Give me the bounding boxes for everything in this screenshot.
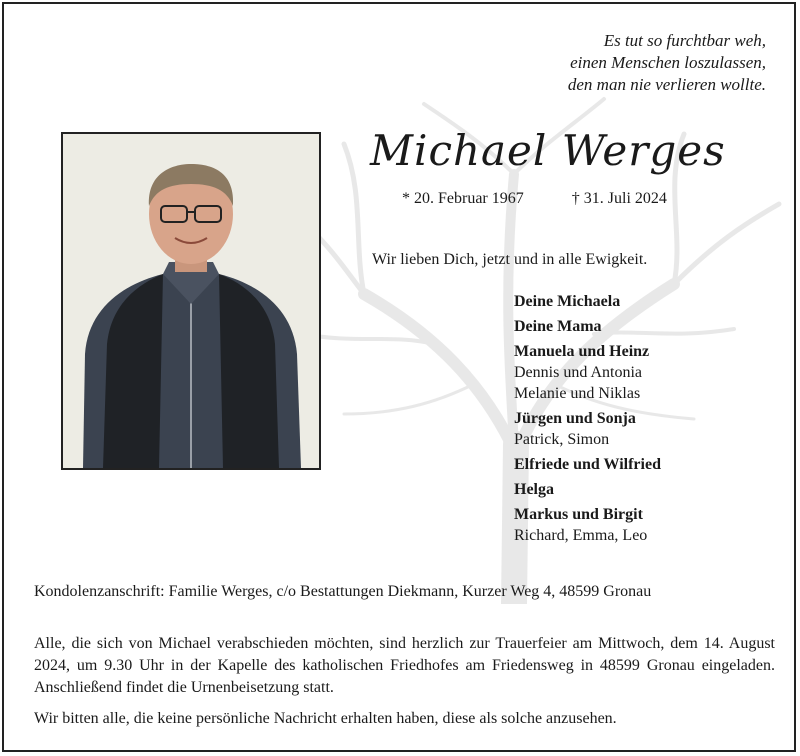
family-member: Dennis und Antonia xyxy=(514,364,642,381)
family-group-head: Deine Michaela xyxy=(514,293,621,310)
family-group-head: Jürgen und Sonja xyxy=(514,410,636,427)
life-dates xyxy=(402,190,667,208)
death-date: † 31. Juli 2024 xyxy=(571,190,667,207)
portrait-photo xyxy=(61,132,321,470)
obituary-card xyxy=(2,2,796,752)
family-member: Melanie und Niklas xyxy=(514,385,641,402)
family-list xyxy=(514,291,661,550)
quote-line: den man nie verlieren wollte. xyxy=(567,75,766,94)
opening-quote xyxy=(568,30,766,96)
family-group xyxy=(514,504,661,546)
portrait-illustration xyxy=(63,134,319,468)
family-group xyxy=(514,408,661,450)
quote-line: Es tut so furchtbar weh, xyxy=(603,31,766,50)
condolence-address: Kondolenzanschrift: Familie Werges, c/o Bestattungen Diekmann, Kurzer Weg 4, 48599 Gronau xyxy=(34,583,652,600)
closing-request: Wir bitten alle, die keine persönliche Nachricht erhalten haben, diese als solche anzusehen. xyxy=(34,710,617,727)
family-group xyxy=(514,454,661,475)
family-group xyxy=(514,341,661,404)
birth-date: * 20. Februar 1967 xyxy=(402,190,524,207)
quote-line: einen Menschen loszulassen, xyxy=(570,53,766,72)
family-group xyxy=(514,479,661,500)
family-group-head: Deine Mama xyxy=(514,318,602,335)
family-group-head: Elfriede und Wilfried xyxy=(514,456,661,473)
ceremony-text: Alle, die sich von Michael verabschieden möchten, sind herzlich zur Trauerfeier am Mittwoch, dem 14. August 2024, um 9.30 Uhr in der Kapelle des katholischen Friedhofes am Friedensweg in 48599 Gronau eingeladen. Anschließend findet die Urnenbeisetzung statt. xyxy=(34,635,775,696)
family-member: Richard, Emma, Leo xyxy=(514,527,648,544)
farewell-line: Wir lieben Dich, jetzt und in alle Ewigkeit. xyxy=(372,251,648,268)
family-group-head: Helga xyxy=(514,481,554,498)
family-group-head: Markus und Birgit xyxy=(514,506,643,523)
family-group xyxy=(514,316,661,337)
deceased-name: Michael Werges xyxy=(370,126,726,175)
family-member: Patrick, Simon xyxy=(514,431,610,448)
family-group-head: Manuela und Heinz xyxy=(514,343,650,360)
family-group xyxy=(514,291,661,312)
